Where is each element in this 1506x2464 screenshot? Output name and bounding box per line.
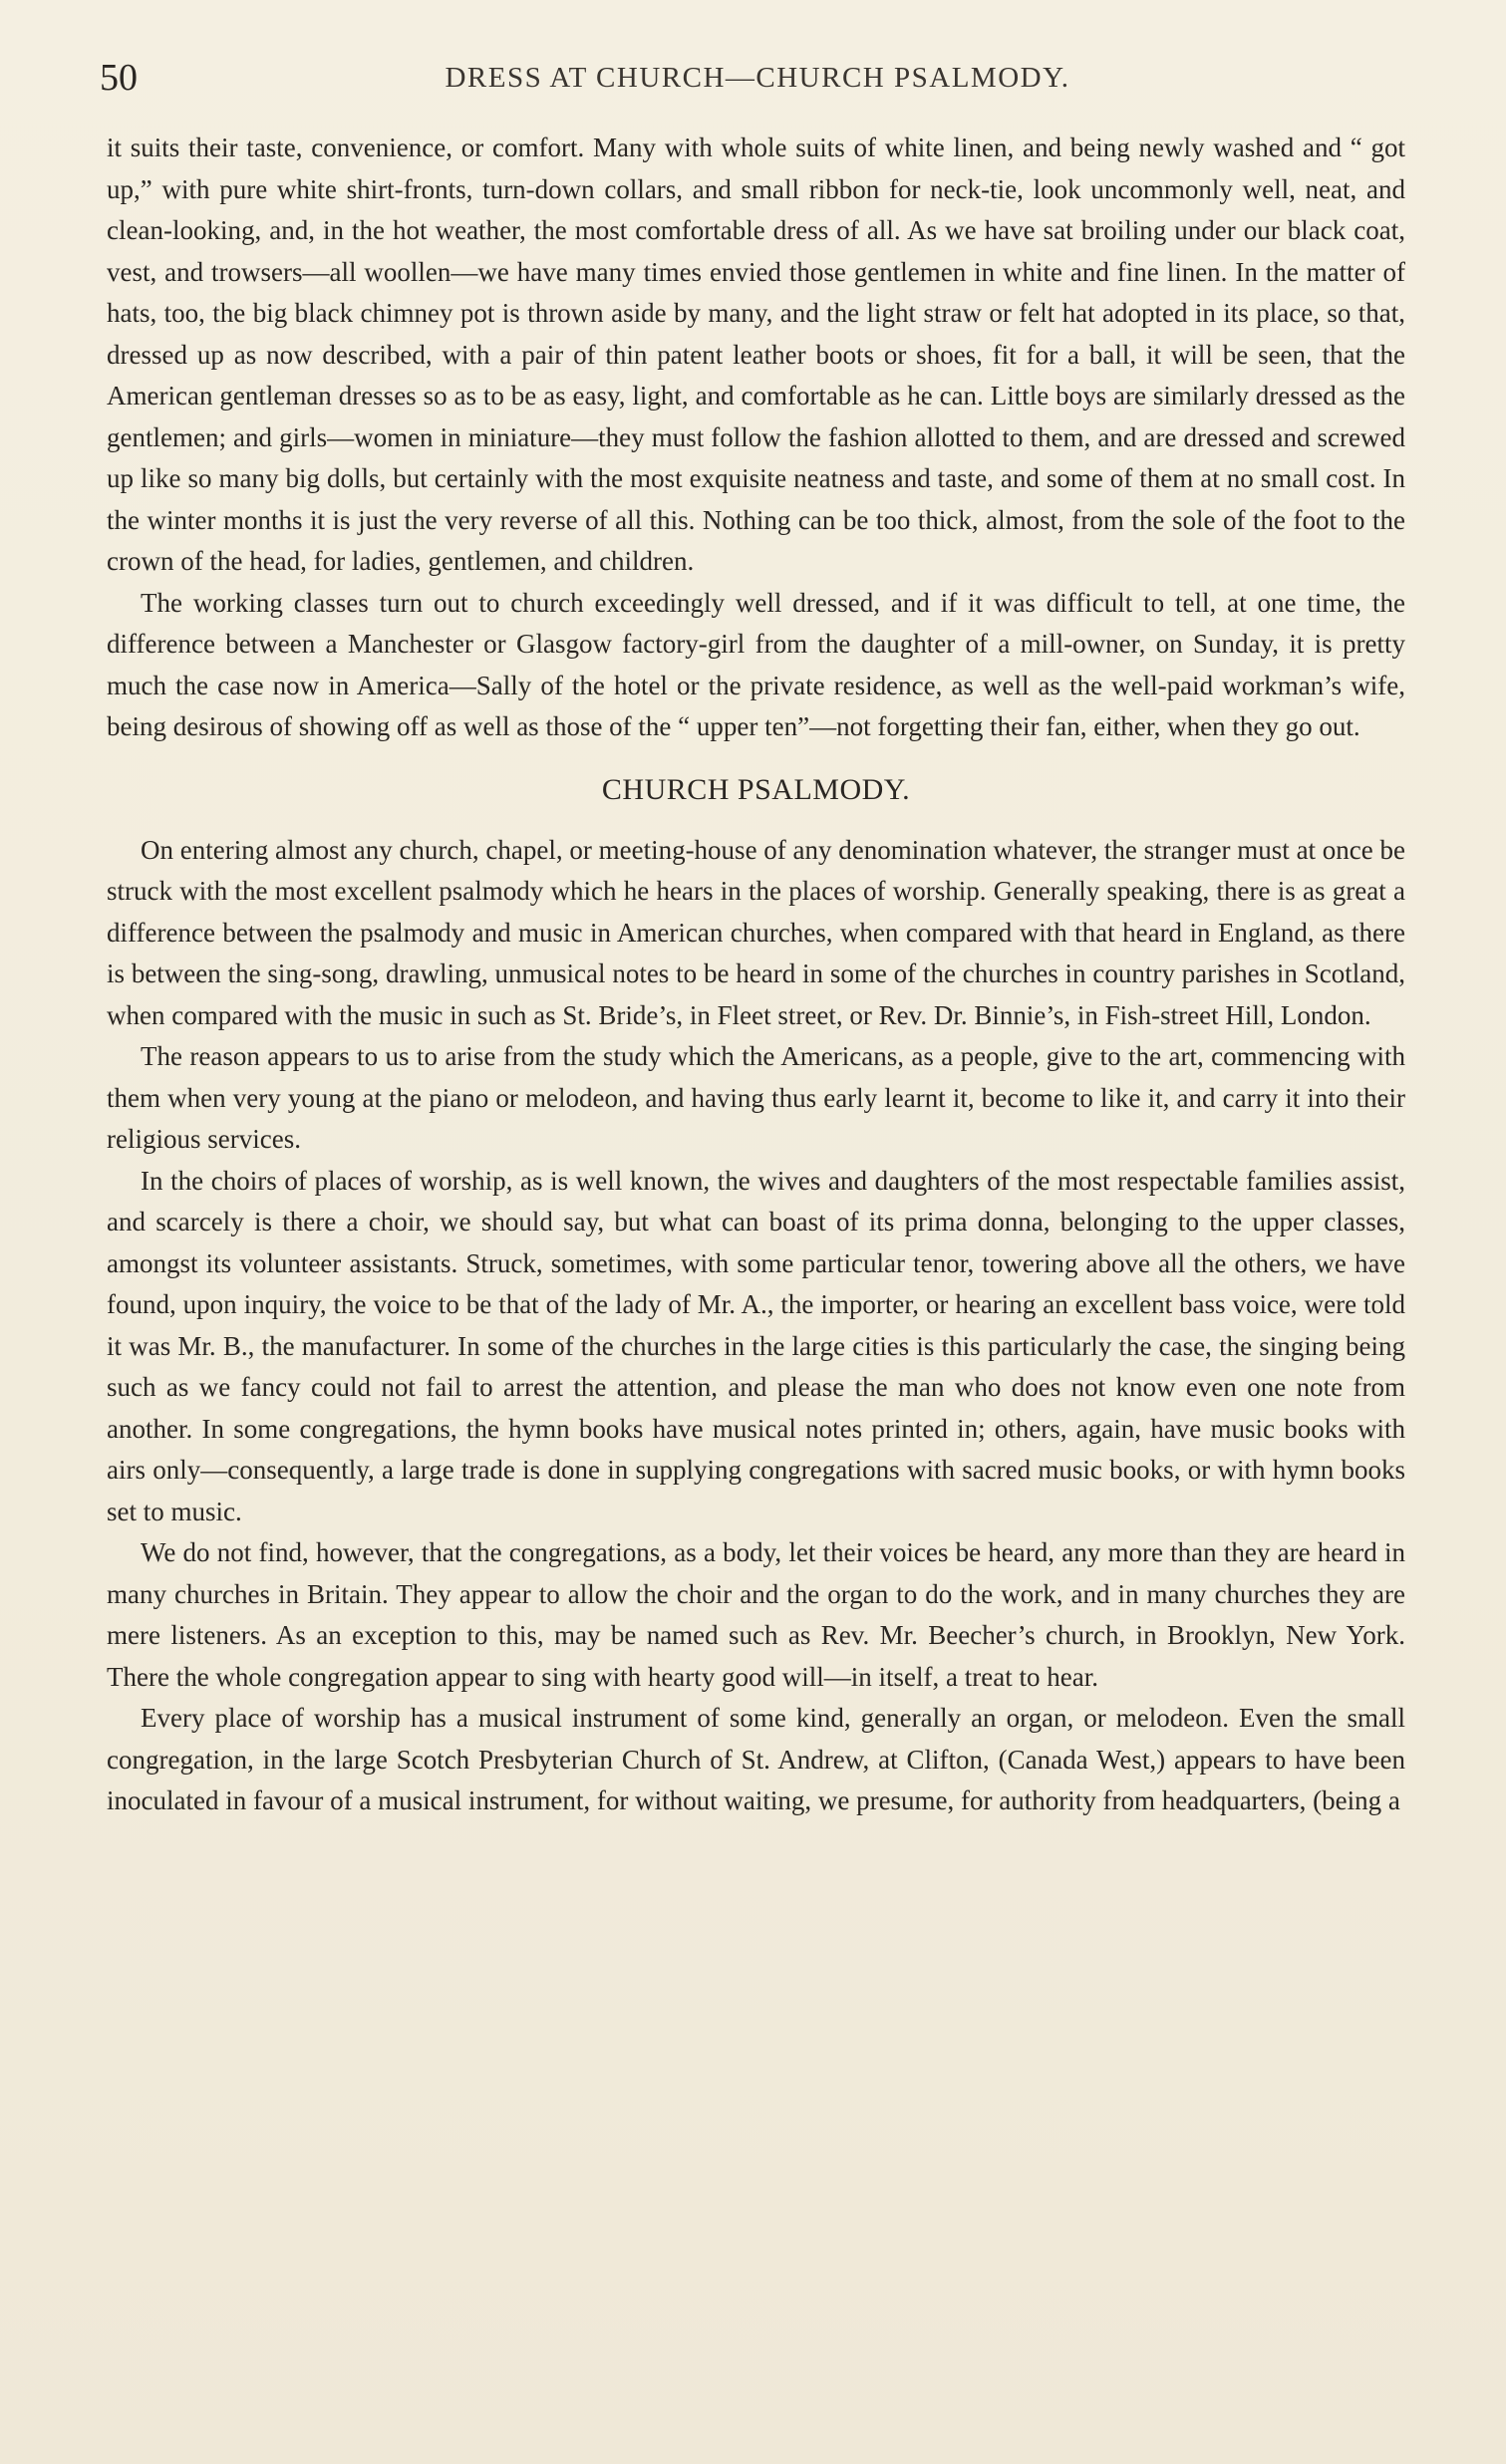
page-number: 50 <box>100 57 138 99</box>
paragraph: On entering almost any church, chapel, or meeting-house of any denomination whatever, the stranger must at once be struck with the most excellent psalmody which he hears in the places of worship. Generally speaking, there is as great a difference between the psalmody and music in American churches, when compared with that heard in England, as there is between the sing-song, drawling, unmusical notes to be heard in some of the churches in country parishes in Scotland, when compared with the music in such as St. Bride’s, in Fleet street, or Rev. Dr. Binnie’s, in Fish-street Hill, London. <box>107 834 1405 1030</box>
paragraph: Every place of worship has a musical instrument of some kind, generally an organ, or melodeon. Even the small congregation, in the large Scotch Presbyterian Church of St. Andrew, at Clifton, (Canada West,) appears to have been inoculated in favour of a musical instrument, for without waiting, we presume, for authority from headquarters, (being a <box>107 1703 1405 1815</box>
paragraph: In the choirs of places of worship, as is well known, the wives and daughters of the most respectable families assist, and scarcely is there a choir, we should say, but what can boast of its prima donna, belonging to the upper classes, amongst its volunteer assistants. Struck, sometimes, with some particular tenor, towering above all the others, we have found, upon inquiry, the voice to be that of the lady of Mr. A., the importer, or hearing an excellent bass voice, were told it was Mr. B., the manufacturer. In some of the churches in the large cities is this particularly the case, the singing being such as we fancy could not fail to arrest the attention, and please the man who does not know even one note from another. In some congregations, the hymn books have musical notes printed in; others, again, have music books with airs only—consequently, a large trade is done in supplying congregations with sacred music books, or with hymn books set to music. <box>107 1165 1405 1526</box>
paragraph: The working classes turn out to church exceedingly well dressed, and if it was difficult to tell, at one time, the difference between a Manchester or Glasgow factory-girl from the daughter of a mill-owner, on Sunday, it is pretty much the case now in America—Sally of the hotel or the private residence, as well as the well-paid workman’s wife, being desirous of showing off as well as those of the “ upper ten”—not forgetting their fan, either, when they go out. <box>107 587 1405 741</box>
page-header <box>100 48 1415 108</box>
section-heading: CHURCH PSALMODY. <box>601 772 911 806</box>
paragraph: The reason appears to us to arise from the study which the Americans, as a people, give to the art, commencing with them when very young at the piano or melodeon, and having thus early learnt it, become to like it, and carry it into their religious services. <box>107 1041 1405 1154</box>
running-head: DRESS AT CHURCH—CHURCH PSALMODY. <box>445 62 1070 94</box>
body-text <box>107 128 1405 1822</box>
paragraph: it suits their taste, convenience, or comfort. Many with whole suits of white linen, and being newly washed and “ got up,” with pure white shirt-fronts, turn-down collars, and small ribbon for neck-tie, look uncommonly well, neat, and clean-looking, and, in the hot weather, the most comfortable dress of all. As we have sat broiling under our black coat, vest, and trowsers—all woollen—we have many times envied those gentlemen in white and fine linen. In the matter of hats, too, the big black chimney pot is thrown aside by many, and the light straw or felt hat adopted in its place, so that, dressed up as now described, with a pair of thin patent leather boots or shoes, fit for a ball, it will be seen, that the American gentleman dresses so as to be as easy, light, and comfortable as he can. Little boys are similarly dressed as the gentlemen; and girls—women in miniature—they must follow the fashion allotted to them, and are dressed and screwed up like so many big dolls, but certainly with the most exquisite neatness and taste, and some of them at no small cost. In the winter months it is just the very reverse of all this. Nothing can be too thick, almost, from the sole of the foot to the crown of the head, for ladies, gentlemen, and children. <box>107 133 1405 576</box>
paragraph: We do not find, however, that the congregations, as a body, let their voices be heard, any more than they are heard in many churches in Britain. They appear to allow the choir and the organ to do the work, and in many churches they are mere listeners. As an exception to this, may be named such as Rev. Mr. Beecher’s church, in Brooklyn, New York. There the whole congregation appear to sing with hearty good will—in itself, a treat to hear. <box>107 1537 1405 1692</box>
